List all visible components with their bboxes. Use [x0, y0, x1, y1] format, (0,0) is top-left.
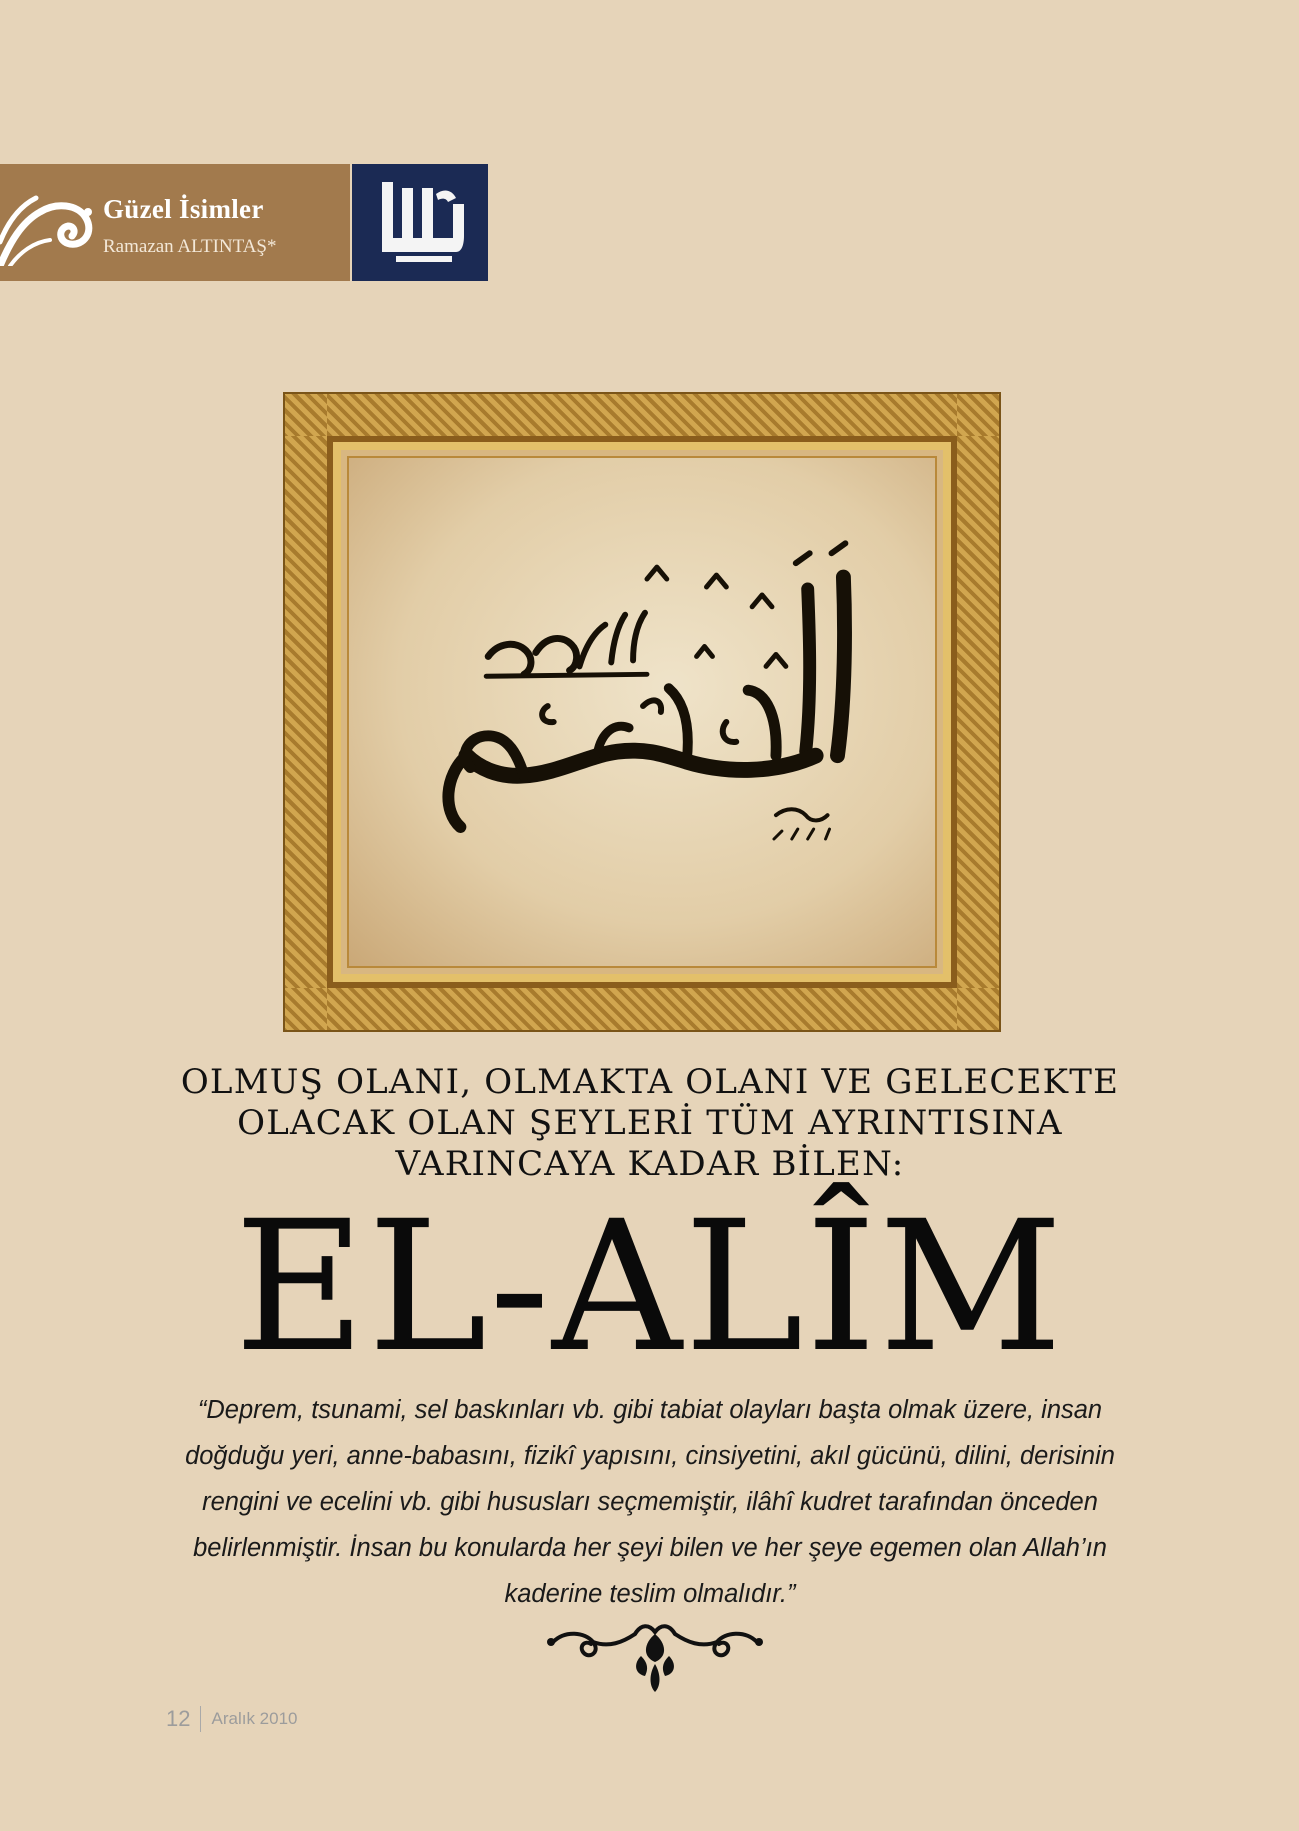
allah-tile [352, 164, 488, 281]
page-footer [166, 1706, 297, 1734]
subtitle [150, 1062, 1150, 1185]
author-name: Ramazan ALTINTAŞ* [103, 236, 277, 257]
page-title: EL-ALÎM [234, 1183, 1065, 1392]
footer-divider [200, 1706, 201, 1732]
issue-date: Aralık 2010 [211, 1709, 298, 1728]
calligraphy-frame [285, 394, 999, 1030]
subtitle-line-2: OLACAK OLAN ŞEYLERİ TÜM AYRINTISINA [237, 1103, 1063, 1143]
section-header-band [0, 164, 350, 281]
swirl-ornament-icon [0, 182, 96, 266]
flourish-ornament-icon [545, 1620, 765, 1695]
subtitle-line-1: OLMUŞ OLANI, OLMAKTA OLANI VE GELECEKTE [180, 1062, 1120, 1102]
section-title: Güzel İsimler [103, 194, 264, 224]
allah-calligraphy-icon [352, 164, 488, 281]
subtitle-line-3: VARINCAYA KADAR BİLEN: [395, 1144, 905, 1184]
calligraphy-panel [347, 456, 937, 968]
al-alim-calligraphy-icon [349, 458, 935, 966]
page-number: 12 [166, 1706, 191, 1731]
quote-text: “Deprem, tsunami, sel baskınları vb. gibi tabiat olayları başta olmak üzere, insan doğduğu yeri, anne-babasını, fizikî yapısını, cinsiyetini, akıl gücünü, dilini, derisinin rengini ve ecelini vb. gibi hususları seçmemiştir, ilâhî kudret tarafından önceden belirlenmiştir. İnsan bu konularda her şeyi bilen ve her şeye egemen olan Allah’ın kaderine teslim olmalıdır.” [185, 1396, 1115, 1608]
